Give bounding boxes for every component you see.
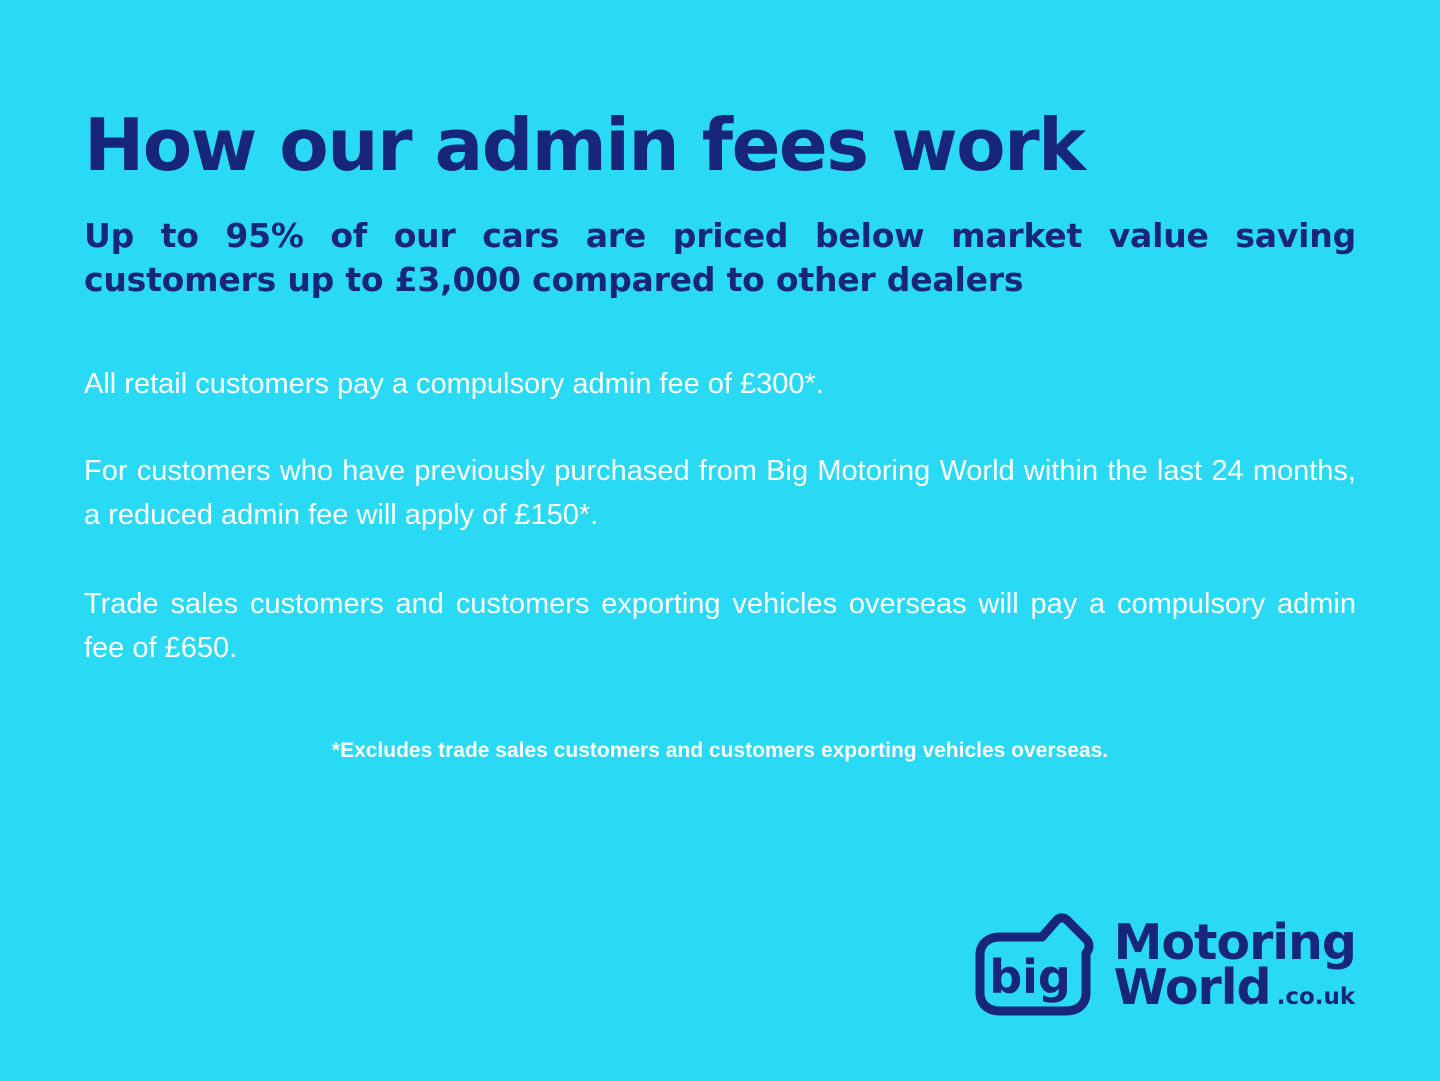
paragraph-retail-fee: All retail customers pay a compulsory admin fee of £300*. — [84, 367, 824, 400]
paragraph-trade-export-fee: Trade sales customers and customers exporting vehicles overseas will pay a compulsory admin fee of £650. — [84, 588, 1356, 664]
subheading: Up to 95% of our cars are priced below market value saving customers up to £3,000 compared to other dealers — [84, 215, 1356, 300]
footnote-disclaimer: *Excludes trade sales customers and customers exporting vehicles overseas. — [331, 739, 1109, 763]
logo-line-world — [1113, 959, 1356, 1016]
svg-text:big: big — [988, 950, 1071, 1004]
logo-wordmark — [1113, 913, 1356, 1016]
page-title: How our admin fees work — [84, 103, 1085, 187]
big-motoring-world-logo — [970, 911, 1356, 1019]
logo-tld-text: .co.uk — [1276, 984, 1356, 1010]
big-logo-icon — [970, 911, 1098, 1019]
paragraph-returning-customer-fee: For customers who have previously purchased from Big Motoring World within the last 24 months, a reduced admin fee will apply of £150*. — [84, 455, 1356, 531]
logo-world-text: World — [1113, 959, 1271, 1016]
logo-line-motoring: Motoring — [1113, 913, 1356, 971]
